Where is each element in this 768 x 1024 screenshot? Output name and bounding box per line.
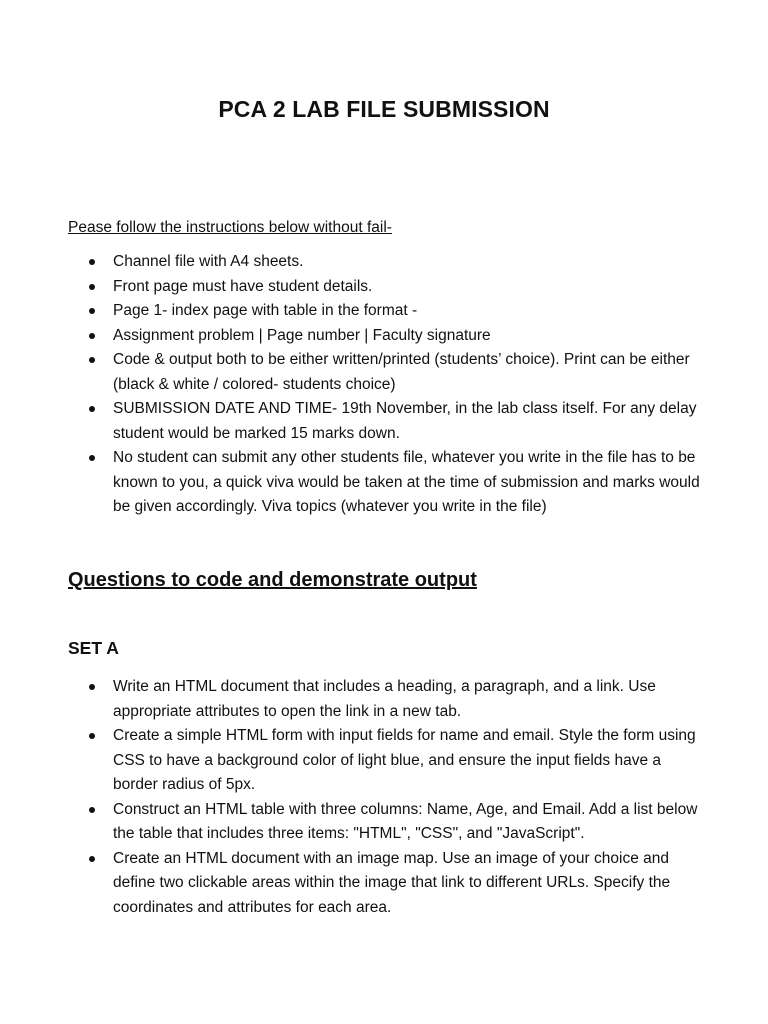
instruction-item: Front page must have student details. [68,275,708,300]
instruction-item: No student can submit any other students file, whatever you write in the file has to be known to you, a quick viva would be taken at the time of submission and marks would be given accordingly. Viva topics (whatever you write in the file) [68,446,708,520]
page-title: PCA 2 LAB FILE SUBMISSION [218,96,550,122]
question-item: Create an HTML document with an image map. Use an image of your choice and define two clickable areas within the image that link to different URLs. Specify the coordinates and attributes for each area. [68,847,708,921]
instruction-item: Assignment problem | Page number | Faculty signature [68,324,708,349]
questions-heading: Questions to code and demonstrate output [68,569,477,591]
instructions-intro: Pease follow the instructions below without fail- [68,219,392,236]
instruction-item: SUBMISSION DATE AND TIME- 19th November, in the lab class itself. For any delay student would be marked 15 marks down. [68,397,708,446]
instruction-item: Code & output both to be either written/printed (students’ choice). Print can be either (black & white / colored- students choice) [68,348,708,397]
question-item: Construct an HTML table with three columns: Name, Age, and Email. Add a list below the table that includes three items: "HTML", "CSS", and "JavaScript". [68,798,708,847]
question-item: Create a simple HTML form with input fields for name and email. Style the form using CSS to have a background color of light blue, and ensure the input fields have a border radius of 5px. [68,724,708,798]
instruction-item: Channel file with A4 sheets. [68,250,708,275]
question-item: Write an HTML document that includes a heading, a paragraph, and a link. Use appropriate attributes to open the link in a new tab. [68,675,708,724]
set-a-heading: SET A [68,638,119,658]
instructions-list [68,250,708,520]
instruction-item: Page 1- index page with table in the format - [68,299,708,324]
set-a-list [68,675,708,920]
